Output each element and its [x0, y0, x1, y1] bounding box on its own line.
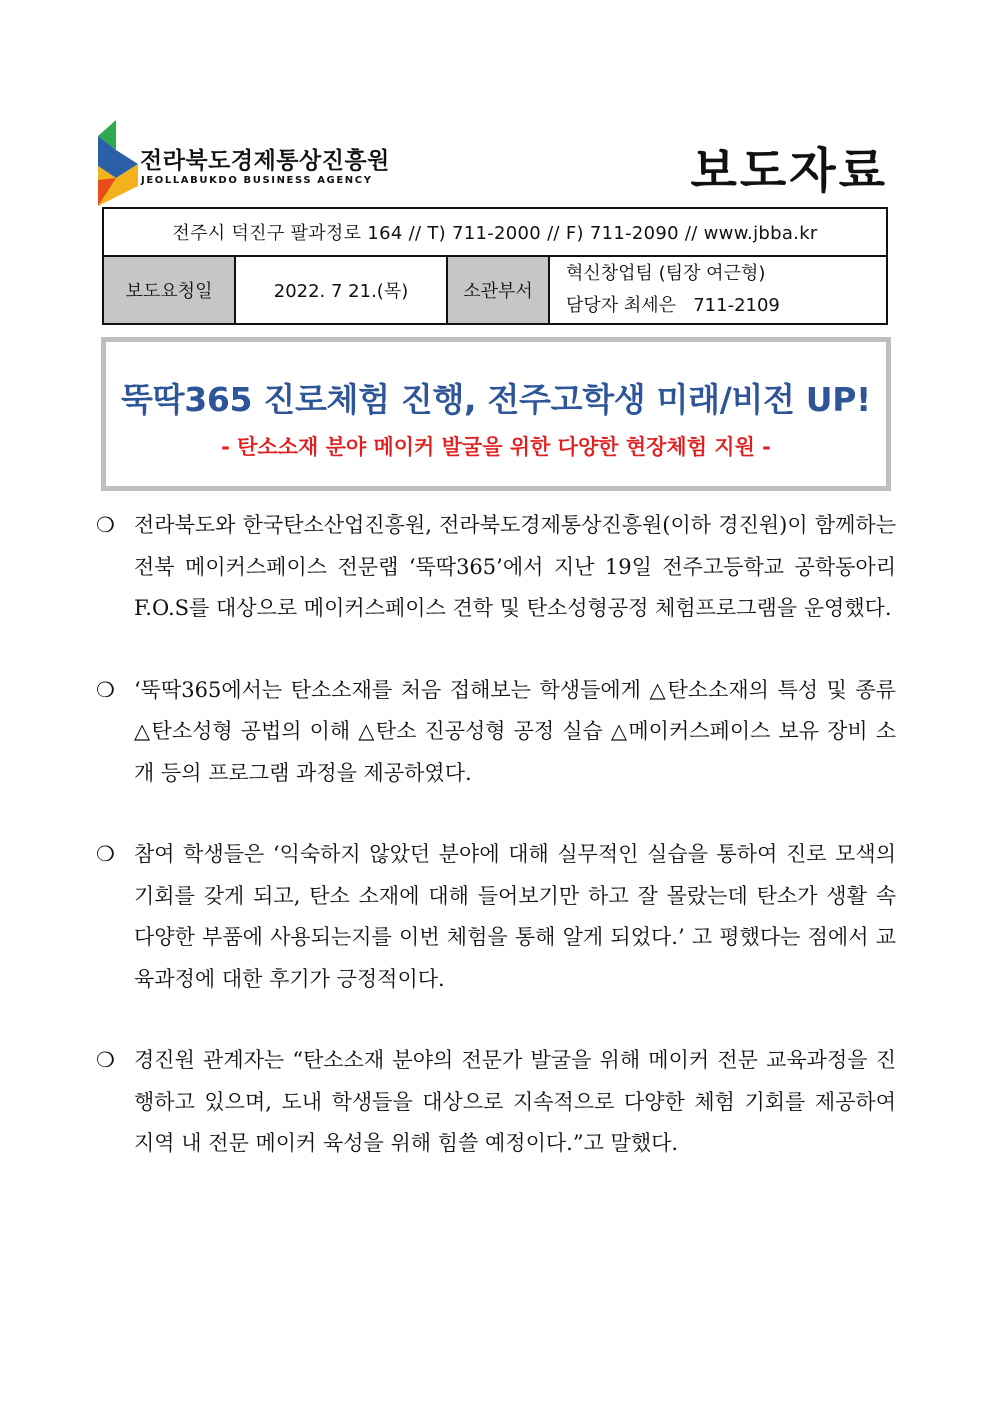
bullet-icon: ❍ [96, 1048, 115, 1072]
bullet-icon: ❍ [96, 513, 115, 537]
paragraph [96, 670, 896, 795]
paragraph [96, 1040, 896, 1165]
contact-address: 전주시 덕진구 팔과정로 164 // T) 711-2000 // F) 711-2090 // www.jbba.kr [103, 208, 887, 256]
bullet-icon: ❍ [96, 677, 115, 702]
headline-subtitle: - 탄소소재 분야 메이커 발굴을 위한 다양한 현장체험 지원 - [221, 435, 771, 459]
jbba-logo-icon [96, 120, 138, 206]
dept-info [549, 256, 887, 324]
org-name-en: JEOLLABUKDO BUSINESS AGENCY [141, 175, 373, 186]
request-date-label: 보도요청일 [103, 256, 235, 324]
dept-contact: 담당자 최세은 711-2109 [566, 295, 780, 316]
paragraph [96, 505, 896, 630]
dept-team: 혁신창업팀 (팀장 여근형) [566, 263, 766, 284]
dept-label: 소관부서 [447, 256, 549, 324]
bullet-icon: ❍ [96, 842, 115, 866]
headline-title: 뚝딱365 진로체험 진행, 전주고학생 미래/비전 UP! [121, 380, 871, 419]
doc-type-title: 보도자료 [690, 143, 888, 199]
paragraph-text: 전라북도와 한국탄소산업진흥원, 전라북도경제통상진흥원(이하 경진원)이 함께하는 전북 메이커스페이스 전문랩 ‘뚝딱365’에서 지난 19일 전주고등학교 공학동아리 F.O.S를 대상으로 메이커스페이스 견학 및 탄소성형공정 체험프로그램을 운영했다. [134, 513, 896, 620]
headline-box [101, 337, 891, 491]
request-date-value: 2022. 7 21.(목) [235, 256, 447, 324]
paragraph-text: 참여 학생들은 ‘익숙하지 않았던 분야에 대해 실무적인 실습을 통하여 진로 모색의 기회를 갖게 되고, 탄소 소재에 대해 들어보기만 하고 잘 몰랐는데 탄소가 생활 속 다양한 부품에 사용되는지를 이번 체험을 통해 알게 되었다.’ 고 평했다는 점에서 교육과정에 대한 후기가 긍정적이다. [134, 842, 896, 991]
org-name-ko: 전라북도경제통상진흥원 [140, 148, 390, 174]
article-body [96, 505, 896, 1205]
info-table [102, 207, 888, 325]
org-logo [96, 120, 396, 206]
paragraph [96, 834, 896, 1000]
paragraph-text: ‘뚝딱365에서는 탄소소재를 처음 접해보는 학생들에게 △탄소소재의 특성 및 종류 △탄소성형 공법의 이해 △탄소 진공성형 공정 실습 △메이커스페이스 보유 장비 소개 등의 프로그램 과정을 제공하였다. [134, 677, 896, 785]
paragraph-text: 경진원 관계자는 “탄소소재 분야의 전문가 발굴을 위해 메이커 전문 교육과정을 진행하고 있으며, 도내 학생들을 대상으로 지속적으로 다양한 체험 기회를 제공하여 지역 내 전문 메이커 육성을 위해 힘쓸 예정이다.”고 말했다. [134, 1048, 896, 1155]
